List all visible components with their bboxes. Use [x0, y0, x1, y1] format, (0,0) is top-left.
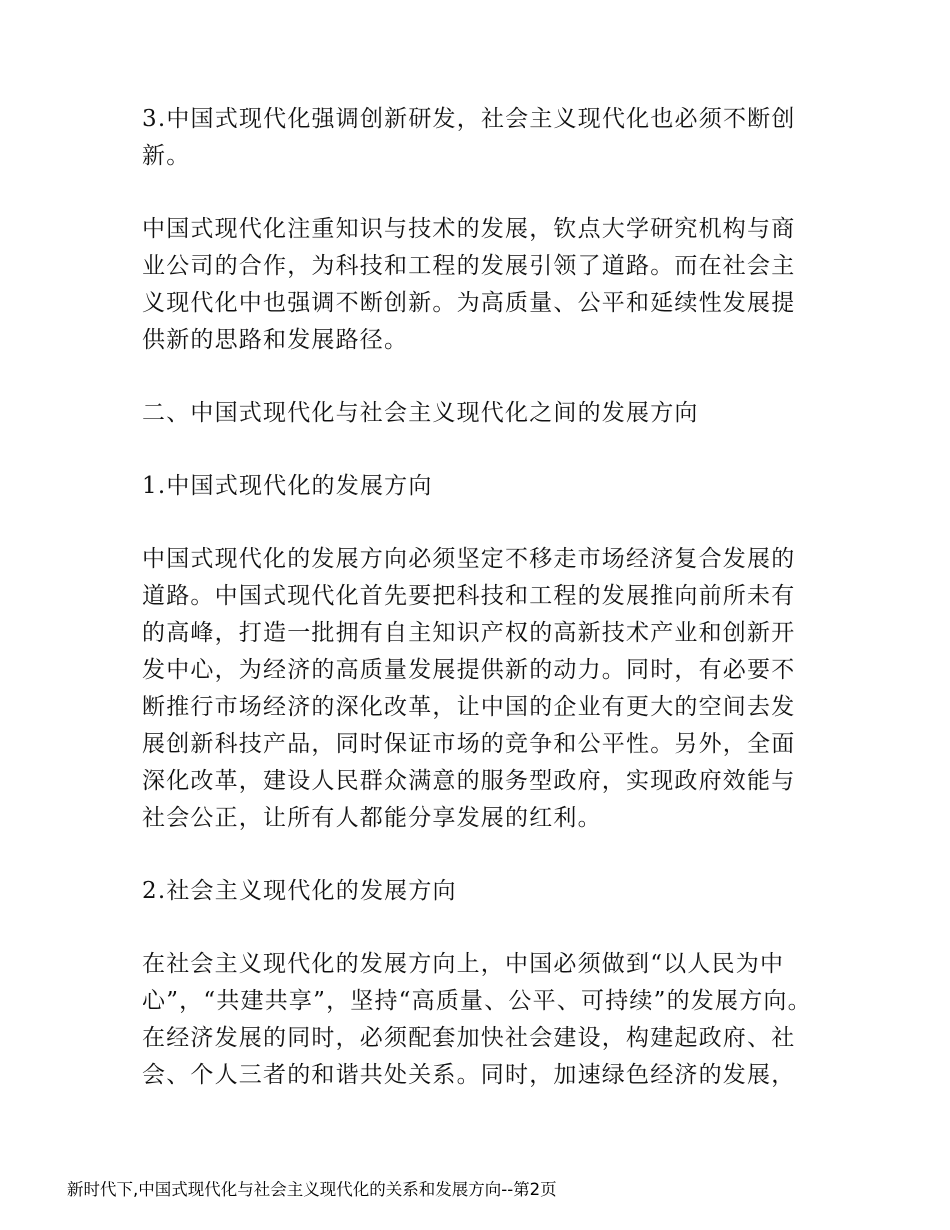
- document-body: [142, 101, 832, 1130]
- text-line: 社会公正，让所有人都能分享发展的红利。: [142, 805, 602, 831]
- text-line: 道路。中国式现代化首先要把科技和工程的发展推向前所未有: [142, 583, 796, 609]
- text-line: 展创新科技产品，同时保证市场的竞争和公平性。另外，全面: [142, 731, 796, 757]
- body-paragraph: [142, 211, 832, 359]
- text-line: 发中心，为经济的高质量发展提供新的动力。同时，有必要不: [142, 657, 796, 683]
- text-line: 3.中国式现代化强调创新研发，社会主义现代化也必须不断创: [142, 106, 796, 132]
- text-line: 二、中国式现代化与社会主义现代化之间的发展方向: [142, 400, 699, 426]
- page-footer: 新时代下,中国式现代化与社会主义现代化的关系和发展方向--第2页: [67, 1180, 557, 1199]
- text-line: 深化改革，建设人民群众满意的服务型政府，实现政府效能与: [142, 768, 796, 794]
- text-line: 义现代化中也强调不断创新。为高质量、公平和延续性发展提: [142, 290, 796, 316]
- text-line: 断推行市场经济的深化改革，让中国的企业有更大的空间去发: [142, 694, 796, 720]
- section-heading-3-innovation: [142, 101, 832, 175]
- text-line: 供新的思路和发展路径。: [142, 327, 409, 353]
- text-line: 在经济发展的同时，必须配套加快社会建设，构建起政府、社: [142, 1025, 796, 1051]
- text-line: 心”，“共建共享”，坚持“高质量、公平、可持续”的发展方向。: [142, 988, 812, 1014]
- text-line: 的高峰，打造一批拥有自主知识产权的高新技术产业和创新开: [142, 620, 796, 646]
- text-line: 业公司的合作，为科技和工程的发展引领了道路。而在社会主: [142, 253, 796, 279]
- text-line: 2.社会主义现代化的发展方向: [142, 878, 457, 904]
- text-line: 新。: [142, 143, 191, 169]
- text-line: 会、个人三者的和谐共处关系。同时，加速绿色经济的发展，: [142, 1062, 796, 1088]
- body-paragraph: [142, 946, 832, 1094]
- subsection-heading-2: [142, 873, 832, 910]
- text-line: 在社会主义现代化的发展方向上，中国必须做到“以人民为中: [142, 951, 785, 977]
- subsection-heading-1: [142, 468, 832, 505]
- body-paragraph: [142, 541, 832, 837]
- text-line: 中国式现代化的发展方向必须坚定不移走市场经济复合发展的: [142, 546, 796, 572]
- text-line: 1.中国式现代化的发展方向: [142, 473, 433, 499]
- section-heading-2: [142, 395, 832, 432]
- text-line: 中国式现代化注重知识与技术的发展，钦点大学研究机构与商: [142, 216, 796, 242]
